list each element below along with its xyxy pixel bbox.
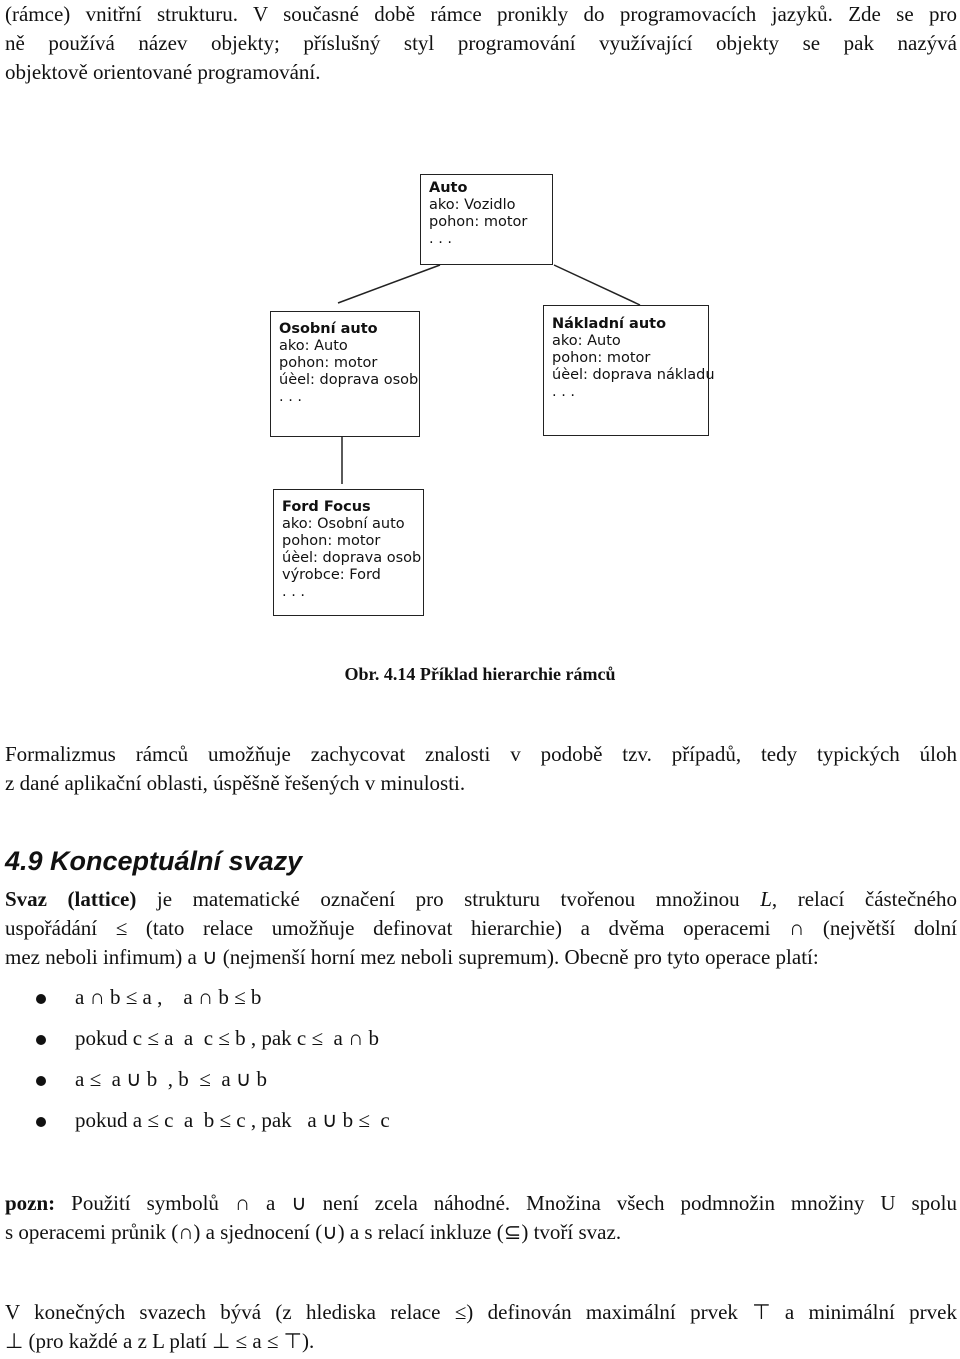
final-line-2: ⊥ (pro každé a z L platí ⊥ ≤ a ≤ ⊤).: [5, 1329, 315, 1353]
frame-slot: ako: Vozidlo: [429, 197, 516, 213]
bullet-icon: [36, 1117, 46, 1127]
note-label: pozn:: [5, 1191, 56, 1215]
frame-slot: pohon: motor: [279, 355, 378, 371]
frame-slot: . . .: [282, 584, 306, 600]
frame-slot: výrobce: Ford: [282, 567, 381, 583]
rule-1: a ∩ b ≤ a , a ∩ b ≤ b: [75, 985, 262, 1009]
lattice-line-3: mez neboli infimum) a ∪ (nejmenší horní mez neboli supremum). Obecně pro tyto operace platí:: [5, 945, 819, 969]
section-heading: 4.9 Konceptuální svazy: [5, 846, 303, 876]
note-text: Použití symbolů ∩ a ∪ není zcela náhodné. Množina všech podmnožin množiny U spolu: [55, 1191, 957, 1215]
lattice-text: je matematické označení pro strukturu tvořenou množinou: [136, 887, 761, 911]
frame-slot: pohon: motor: [552, 350, 651, 366]
frame-box-auto: [420, 174, 553, 265]
lattice-text: , relací částečného: [771, 887, 957, 911]
lattice-term: Svaz (lattice): [5, 887, 137, 911]
figure-caption: Obr. 4.14 Příklad hierarchie rámců: [344, 664, 616, 684]
frame-box-nakladni-auto: [543, 305, 715, 436]
rule-4: pokud a ≤ c a b ≤ c , pak a ∪ b ≤ c: [75, 1108, 390, 1132]
frame-box-ford-focus: [273, 489, 424, 616]
formalism-line-2: z dané aplikační oblasti, úspěšně řešených v minulosti.: [5, 771, 466, 795]
frame-title: Nákladní auto: [552, 316, 667, 332]
hierarchy-connectors: [0, 0, 960, 660]
lattice-line-2: uspořádání ≤ (tato relace umožňuje definovat hierarchie) a dvěma operacemi ∩ (největší dolní: [5, 916, 957, 940]
rule-3: a ≤ a ∪ b , b ≤ a ∪ b: [75, 1067, 268, 1091]
frame-slot: úèel: doprava nákladu: [552, 367, 715, 383]
intro-line-3: objektově orientované programování.: [5, 60, 321, 84]
bullet-icon: [36, 1035, 46, 1045]
frame-slot: pohon: motor: [282, 533, 381, 549]
frame-slot: . . .: [552, 384, 576, 400]
frame-slot: . . .: [279, 389, 303, 405]
frame-slot: ako: Auto: [279, 338, 348, 354]
bullet-icon: [36, 994, 46, 1004]
frame-slot: úèel: doprava osob: [279, 372, 419, 388]
rule-2: pokud c ≤ a a c ≤ b , pak c ≤ a ∩ b: [75, 1026, 379, 1050]
note-line-1: [5, 1189, 957, 1218]
frame-title: Osobní auto: [279, 321, 378, 337]
final-line-1: V konečných svazech bývá (z hlediska relace ≤) definován maximální prvek ⊤ a minimální prvek: [5, 1300, 957, 1324]
frame-box-osobni-auto: [270, 311, 420, 437]
frame-title: Auto: [429, 180, 468, 196]
lattice-line-1: [5, 885, 957, 914]
bullet-icon: [36, 1076, 46, 1086]
set-symbol: L: [760, 887, 772, 911]
note-line-2: s operacemi průnik (∩) a sjednocení (∪) a s relací inkluze (⊆) tvoří svaz.: [5, 1220, 622, 1244]
intro-line-2: ně používá název objekty; příslušný styl programování využívající objekty se pak nazývá: [5, 31, 957, 55]
frame-slot: . . .: [429, 231, 453, 247]
formalism-line-1: Formalizmus rámců umožňuje zachycovat znalosti v podobě tzv. případů, tedy typických úloh: [5, 742, 957, 766]
frame-title: Ford Focus: [282, 499, 371, 515]
intro-line-1: (rámce) vnitřní strukturu. V současné době rámce pronikly do programovacích jazyků. Zde se pro: [5, 2, 957, 26]
frame-slot: úèel: doprava osob: [282, 550, 422, 566]
frame-slot: ako: Auto: [552, 333, 621, 349]
frame-slot: pohon: motor: [429, 214, 528, 230]
frame-slot: ako: Osobní auto: [282, 516, 405, 532]
